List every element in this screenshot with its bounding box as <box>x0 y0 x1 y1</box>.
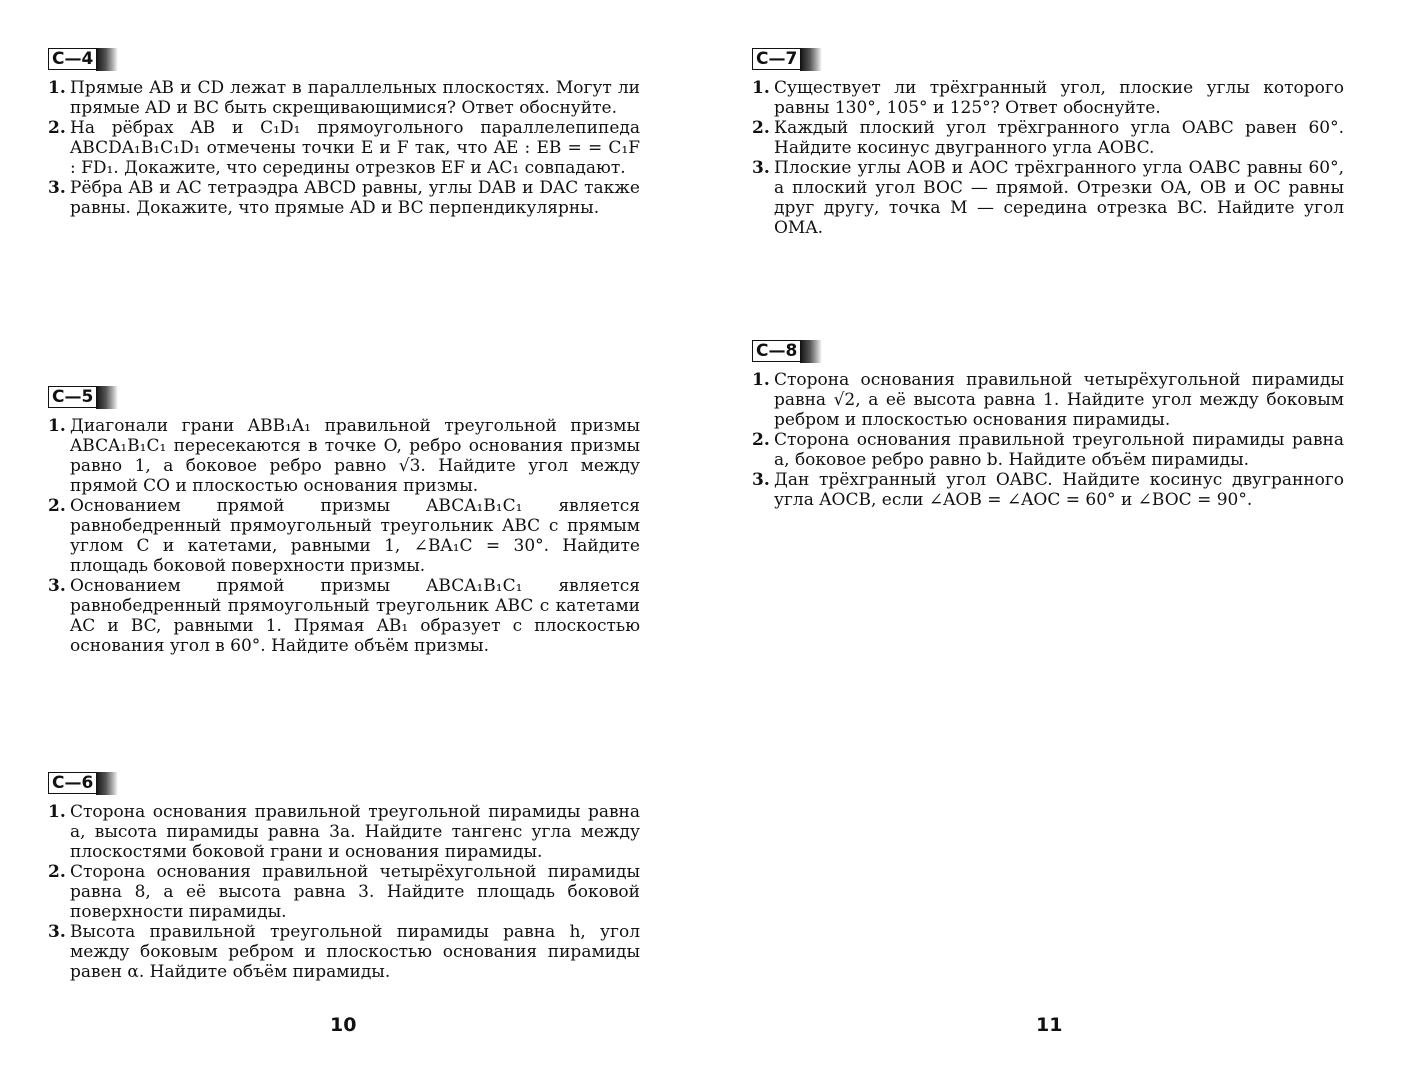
section-c7 <box>752 48 1344 238</box>
page-number: 10 <box>330 1014 357 1036</box>
page-number: 11 <box>1036 1014 1063 1036</box>
problem-text: Сторона основания правильной треугольной пирамиды равна a, боковое ребро равно b. Найдите объём пирамиды. <box>774 430 1344 470</box>
problem-item <box>752 370 1344 430</box>
problem-item <box>752 470 1344 510</box>
problem-item <box>48 496 640 576</box>
section-label: С—8 <box>752 340 801 362</box>
problem-text: Сторона основания правильной треугольной пирамиды равна a, высота пирамиды равна 3a. Найдите тангенс угла между плоскостями боковой грани и основания пирамиды. <box>70 802 640 862</box>
problem-text: Дан трёхгранный угол OABC. Найдите косинус двугранного угла AOCB, если ∠AOB = ∠AOC = 60° и ∠BOC = 90°. <box>774 470 1344 510</box>
problem-number: 3. <box>48 178 66 198</box>
problem-number: 2. <box>752 430 770 450</box>
problem-item <box>48 576 640 656</box>
problem-number: 3. <box>48 576 66 596</box>
left-page <box>0 0 700 1080</box>
problem-number: 3. <box>48 922 66 942</box>
problem-number: 1. <box>48 802 66 822</box>
problem-item <box>48 178 640 218</box>
problem-item <box>752 158 1344 238</box>
section-c4 <box>48 48 640 218</box>
problem-number: 3. <box>752 158 770 178</box>
right-page <box>700 0 1401 1080</box>
problem-item <box>48 118 640 178</box>
problem-text: На рёбрах AB и C₁D₁ прямоугольного параллелепипеда ABCDA₁B₁C₁D₁ отмечены точки E и F так, что AE : EB = = C₁F : FD₁. Докажите, что середины отрезков EF и AC₁ совпадают. <box>70 118 640 178</box>
section-label: С—4 <box>48 48 97 70</box>
problem-text: Высота правильной треугольной пирамиды равна h, угол между боковым ребром и плоскостью основания пирамиды равен α. Найдите объём пирамиды. <box>70 922 640 982</box>
problem-text: Рёбра AB и AC тетраэдра ABCD равны, углы DAB и DAC также равны. Докажите, что прямые AD и BC перпендикулярны. <box>70 178 640 218</box>
section-label: С—5 <box>48 386 97 408</box>
problem-text: Прямые AB и CD лежат в параллельных плоскостях. Могут ли прямые AD и BC быть скрещивающимися? Ответ обоснуйте. <box>70 78 640 118</box>
label-shade-decoration <box>800 340 822 363</box>
section-c8 <box>752 340 1344 510</box>
label-shade-decoration <box>96 772 118 795</box>
problem-item <box>48 78 640 118</box>
problem-text: Диагонали грани ABB₁A₁ правильной треугольной призмы ABCA₁B₁C₁ пересекаются в точке O, ребро основания призмы равно 1, а боковое ребро равно √3. Найдите угол между прямой CO и плоскостью основания призмы. <box>70 416 640 496</box>
problem-item <box>48 862 640 922</box>
section-label: С—6 <box>48 772 97 794</box>
problem-text: Сторона основания правильной четырёхугольной пирамиды равна 8, а её высота равна 3. Найдите площадь боковой поверхности пирамиды. <box>70 862 640 922</box>
label-shade-decoration <box>96 386 118 409</box>
problem-item <box>48 802 640 862</box>
label-shade-decoration <box>800 48 822 71</box>
problem-item <box>48 416 640 496</box>
problem-number: 2. <box>48 862 66 882</box>
problem-text: Плоские углы AOB и AOC трёхгранного угла OABC равны 60°, а плоский угол BOC — прямой. Отрезки OA, OB и OC равны друг другу, точка M — середина отрезка BC. Найдите угол OMA. <box>774 158 1344 238</box>
problem-number: 3. <box>752 470 770 490</box>
section-c6 <box>48 772 640 982</box>
problem-text: Существует ли трёхгранный угол, плоские углы которого равны 130°, 105° и 125°? Ответ обоснуйте. <box>774 78 1344 118</box>
problem-item <box>48 922 640 982</box>
problem-number: 2. <box>48 118 66 138</box>
problem-text: Основанием прямой призмы ABCA₁B₁C₁ является равнобедренный прямоугольный треугольник ABC с прямым углом C и катетами, равными 1, ∠BA₁C = 30°. Найдите площадь боковой поверхности призмы. <box>70 496 640 576</box>
section-c5 <box>48 386 640 656</box>
problem-text: Основанием прямой призмы ABCA₁B₁C₁ является равнобедренный прямоугольный треугольник ABC с катетами AC и BC, равными 1. Прямая AB₁ образует с плоскостью основания угол в 60°. Найдите объём призмы. <box>70 576 640 656</box>
problem-number: 1. <box>48 78 66 98</box>
problem-text: Сторона основания правильной четырёхугольной пирамиды равна √2, а её высота равна 1. Найдите угол между боковым ребром и плоскостью основания пирамиды. <box>774 370 1344 430</box>
problem-item <box>752 118 1344 158</box>
problem-number: 1. <box>752 370 770 390</box>
problem-text: Каждый плоский угол трёхгранного угла OABC равен 60°. Найдите косинус двугранного угла AOBC. <box>774 118 1344 158</box>
problem-number: 1. <box>48 416 66 436</box>
problem-number: 1. <box>752 78 770 98</box>
problem-number: 2. <box>752 118 770 138</box>
problem-number: 2. <box>48 496 66 516</box>
problem-item <box>752 78 1344 118</box>
label-shade-decoration <box>96 48 118 71</box>
problem-item <box>752 430 1344 470</box>
section-label: С—7 <box>752 48 801 70</box>
